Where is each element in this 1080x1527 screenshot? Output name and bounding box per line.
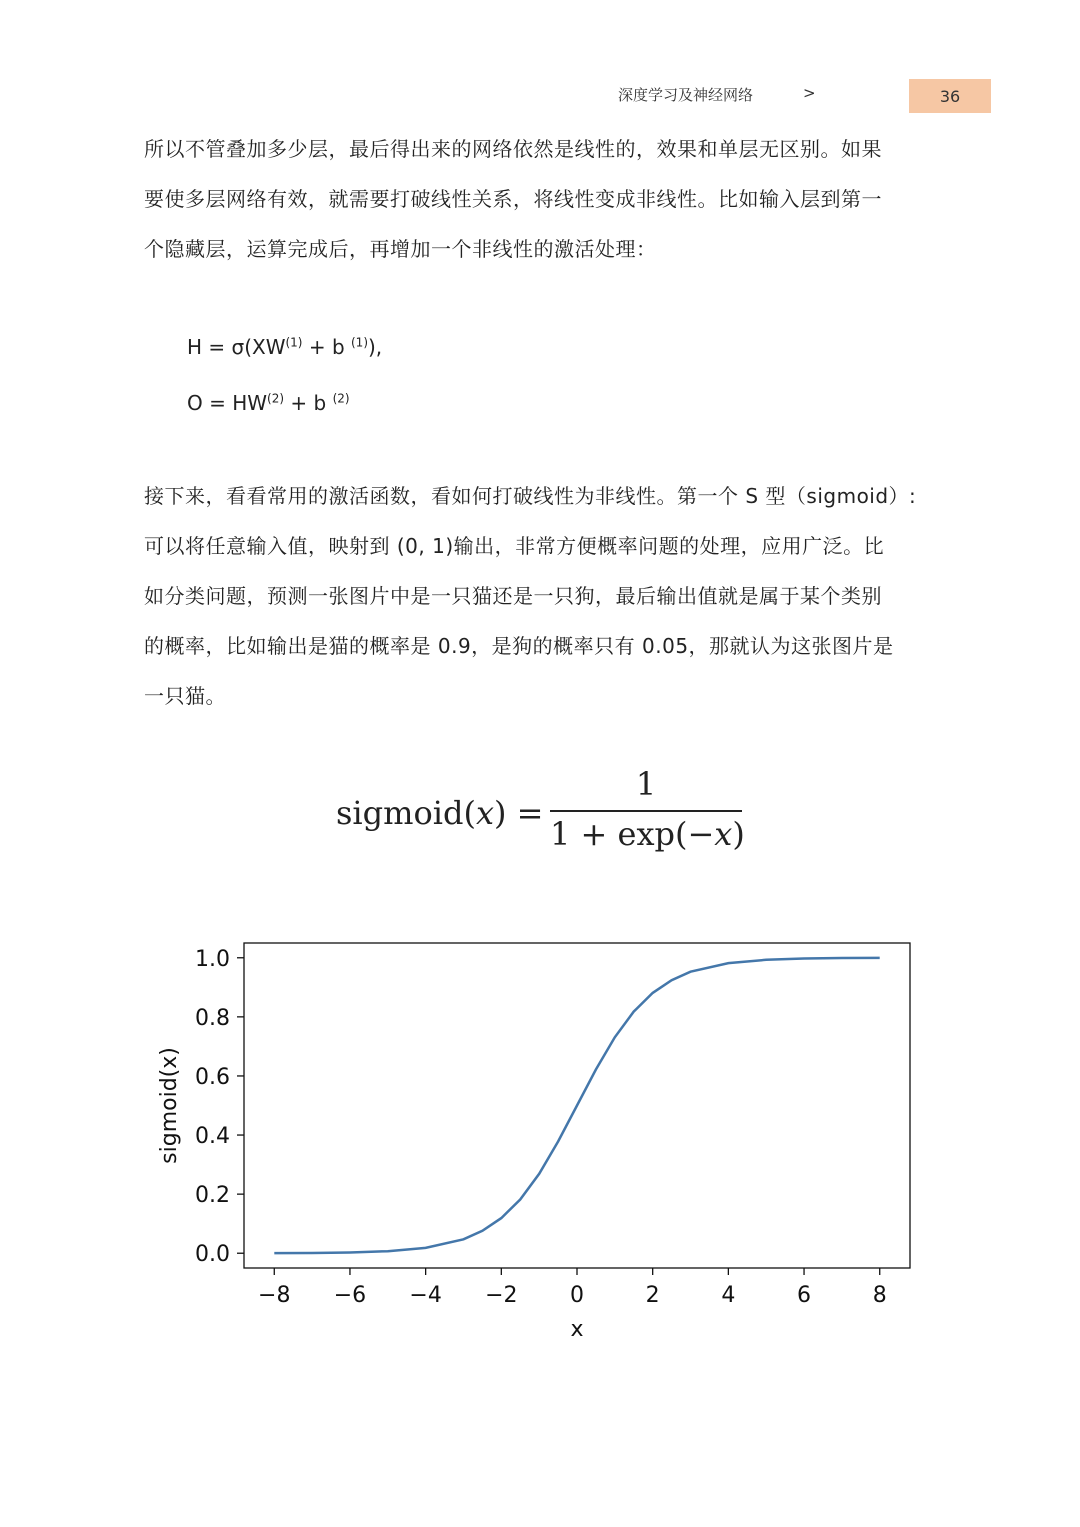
y-tick-label: 1.0 — [195, 946, 230, 972]
y-tick-label: 0.2 — [195, 1183, 230, 1209]
formula-text: + b — [284, 391, 333, 415]
x-tick-label: 0 — [570, 1283, 584, 1308]
paragraph-line: 的概率，比如输出是猫的概率是 0.9，是狗的概率只有 0.05，那就认为这张图片是 — [144, 634, 894, 658]
x-tick-label: −2 — [485, 1283, 518, 1308]
paragraph-2 — [144, 471, 944, 721]
y-axis-label: sigmoid(x) — [157, 1047, 182, 1164]
paragraph-line: 可以将任意输入值，映射到 (0, 1)输出，非常方便概率问题的处理，应用广泛。比 — [144, 534, 885, 558]
equation-variable: x — [475, 794, 494, 832]
formula-text: + b — [302, 335, 351, 359]
sigmoid-series-line — [274, 958, 879, 1253]
equation-denominator — [550, 812, 745, 856]
formula-hidden-layer — [187, 335, 382, 359]
paragraph-line: 一只猫。 — [144, 684, 226, 708]
paragraph-line: 接下来，看看常用的激活函数，看如何打破线性为非线性。第一个 S 型（sigmoid）: — [144, 484, 917, 508]
paragraph-line: 个隐藏层，运算完成后，再增加一个非线性的激活处理： — [144, 237, 657, 261]
y-axis-ticks — [195, 947, 244, 1267]
page-number-badge — [909, 79, 991, 113]
page-number: 36 — [939, 86, 961, 106]
paragraph-line: 如分类问题，预测一张图片中是一只猫还是一只狗，最后输出值就是属于某个类别 — [144, 584, 882, 608]
formula-superscript: (2) — [332, 391, 350, 406]
x-axis-label: x — [570, 1317, 584, 1342]
x-tick-label: −4 — [409, 1283, 442, 1308]
formula-text: H = σ(XW — [187, 335, 286, 359]
equation-numerator: 1 — [635, 765, 657, 803]
x-tick-label: 6 — [797, 1283, 812, 1308]
equation-fraction — [550, 762, 745, 856]
x-tick-label: −6 — [333, 1283, 367, 1308]
y-tick-label: 0.4 — [195, 1124, 230, 1150]
y-tick-label: 0.8 — [195, 1005, 230, 1031]
equation-text: 1 + exp(− — [550, 815, 715, 853]
paragraph-line: 所以不管叠加多少层，最后得出来的网络依然是线性的，效果和单层无区别。如果 — [144, 137, 882, 161]
formula-text: ), — [368, 335, 383, 359]
equation-lhs — [336, 794, 543, 832]
formula-output-layer — [187, 391, 350, 415]
x-axis-ticks — [258, 1268, 887, 1308]
equation-text: ) = — [494, 794, 544, 832]
y-tick-label: 0.0 — [195, 1242, 230, 1268]
x-tick-label: −8 — [258, 1283, 291, 1308]
equation-text: sigmoid( — [336, 794, 476, 832]
x-tick-label: 8 — [872, 1283, 887, 1308]
paragraph-1 — [144, 124, 944, 274]
x-tick-label: 2 — [645, 1283, 660, 1308]
equation-text: ) — [732, 815, 745, 853]
formula-text: O = HW — [187, 391, 268, 415]
equation-variable: x — [714, 815, 733, 853]
paragraph-line: 要使多层网络有效，就需要打破线性关系，将线性变成非线性。比如输入层到第一 — [144, 187, 882, 211]
formula-superscript: (1) — [285, 335, 303, 350]
sigmoid-chart — [150, 925, 930, 1345]
chapter-arrow-icon: > — [803, 84, 816, 102]
sigmoid-equation — [336, 762, 756, 862]
formula-superscript: (2) — [267, 391, 285, 406]
chapter-title: 深度学习及神经网络 — [618, 86, 754, 104]
formula-superscript: (1) — [351, 335, 368, 350]
y-tick-label: 0.6 — [195, 1064, 230, 1090]
x-tick-label: 4 — [721, 1283, 736, 1308]
